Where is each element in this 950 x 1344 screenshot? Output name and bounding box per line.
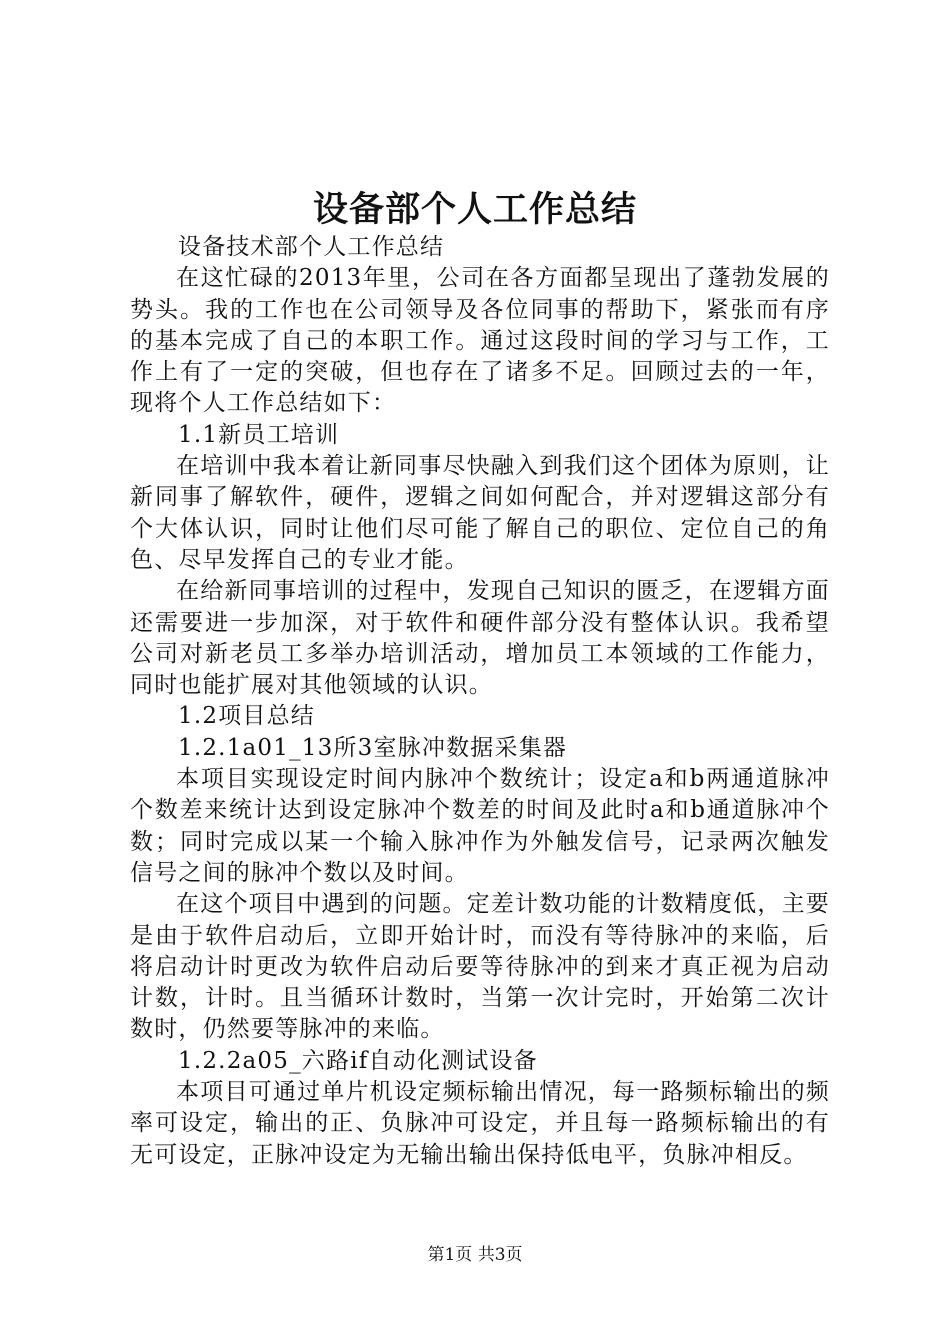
paragraph: 在这个项目中遇到的问题。定差计数功能的计数精度低，主要是由于软件启动后，立即开始计时，而没有等待脉冲的来临，后将启动计时更改为软件启动后要等待脉冲的到来才真正视为启动计数，计时。且当循环计数时，当第一次计完时，开始第二次计数时，仍然要等脉冲的来临。	[130, 891, 830, 1043]
paragraph: 在给新同事培训的过程中，发现自己知识的匮乏，在逻辑方面还需要进一步加深，对于软件和硬件部分没有整体认识。我希望公司对新老员工多举办培训活动，增加员工本领域的工作能力，同时也能扩展对其他领域的认识。	[130, 578, 830, 699]
section-heading: 设备技术部个人工作总结	[178, 234, 445, 260]
document-body	[130, 232, 830, 1171]
paragraph: 在培训中我本着让新同事尽快融入到我们这个团体为原则，让新同事了解软件，硬件，逻辑之间如何配合，并对逻辑这部分有个大体认识，同时让他们尽可能了解自己的职位、定位自己的角色、尽早发挥自己的专业才能。	[130, 453, 830, 573]
paragraph: 本项目可通过单片机设定频标输出情况，每一路频标输出的频率可设定，输出的正、负脉冲可设定，并且每一路频标输出的有无可设定，正脉冲设定为无输出输出保持低电平，负脉冲相反。	[130, 1079, 830, 1168]
subsection-heading: 1.2.1a01_13所3室脉冲数据采集器	[178, 734, 568, 761]
subsection-heading: 1.2.2a05_六路if自动化测试设备	[178, 1047, 538, 1074]
document-title: 设备部个人工作总结	[312, 189, 637, 230]
paragraph: 在这忙碌的2013年里，公司在各方面都呈现出了蓬勃发展的势头。我的工作也在公司领导及各位同事的帮助下，紧张而有序的基本完成了自己的本职工作。通过这段时间的学习与工作，工作上有了一定的突破，但也存在了诸多不足。回顾过去的一年，现将个人工作总结如下：	[130, 265, 830, 417]
section-heading: 1.2项目总结	[178, 703, 315, 730]
page-footer: 第1页 共3页	[427, 1245, 523, 1265]
paragraph: 本项目实现设定时间内脉冲个数统计；设定a和b两通道脉冲个数差来统计达到设定脉冲个数差的时间及此时a和b通道脉冲个数；同时完成以某一个输入脉冲作为外触发信号，记录两次触发信号之间的脉冲个数以及时间。	[130, 766, 830, 886]
section-heading: 1.1新员工培训	[178, 421, 340, 448]
